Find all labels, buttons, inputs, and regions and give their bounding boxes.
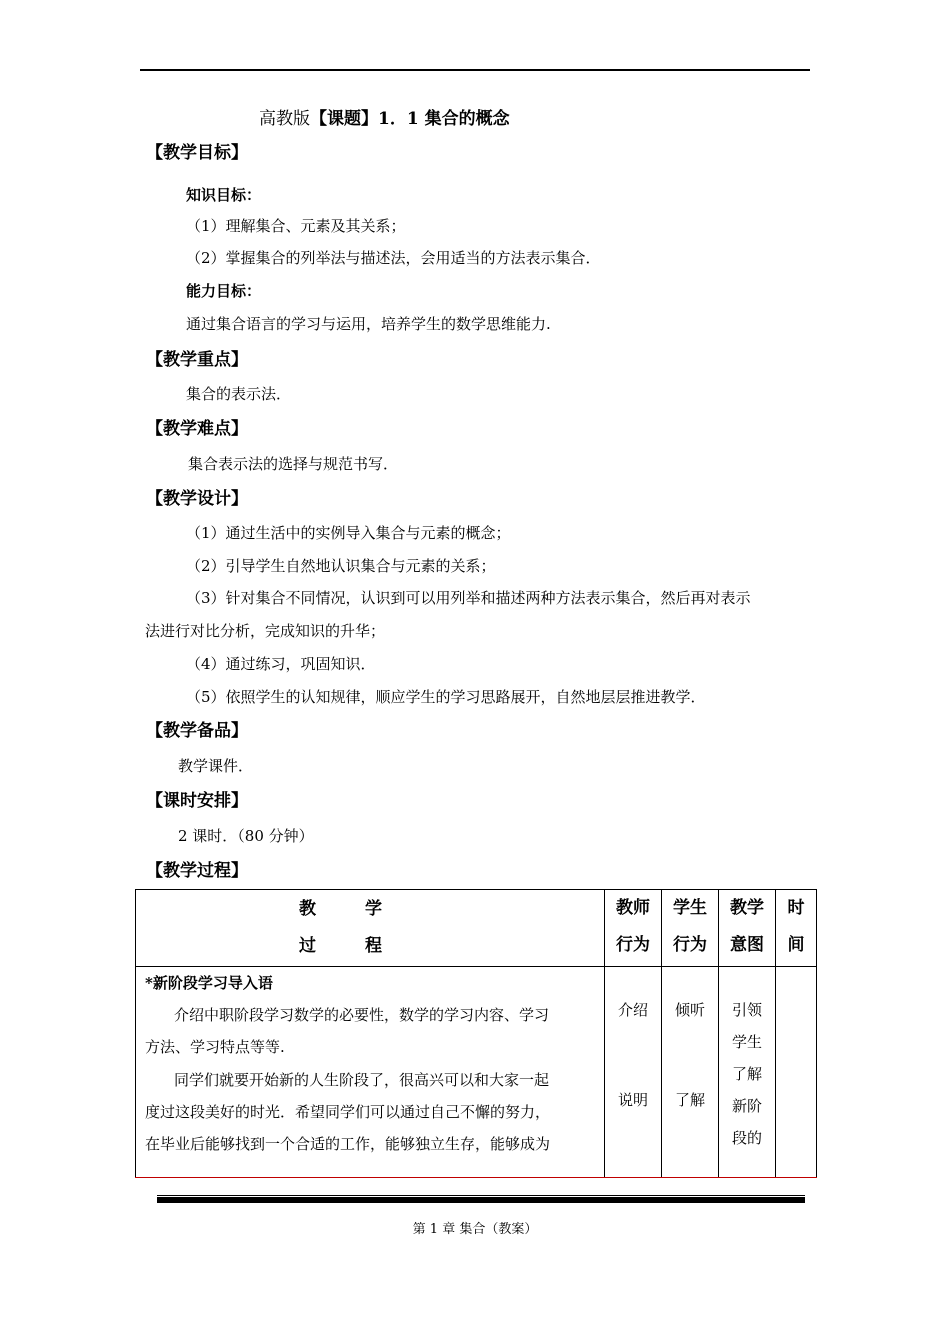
footer-rule-thick: [157, 1197, 805, 1203]
time-cell: [776, 967, 817, 1178]
header-intent-line-1: 教学: [730, 898, 764, 918]
key-item-1: 集合的表示法．: [186, 385, 292, 403]
header-teacher: [605, 890, 662, 967]
design-item-3b: 法进行对比分析，完成知识的升华；: [145, 622, 386, 640]
section-key-points: 【教学重点】: [146, 350, 248, 370]
section-goals: 【教学目标】: [146, 143, 248, 163]
header-intent-line-2: 意图: [730, 935, 764, 955]
teacher-action-2: 说明: [617, 1091, 648, 1109]
design-item-4: （4）通过练习，巩固知识．: [186, 655, 376, 673]
table-row: [136, 967, 817, 1178]
header-intent: [719, 890, 776, 967]
row-para-2-line-3: 在毕业后能够找到一个合适的工作，能够独立生存，能够成为: [145, 1135, 551, 1153]
ability-item-1: 通过集合语言的学习与运用，培养学生的数学思维能力.: [186, 315, 551, 333]
title-prefix: 高教版: [259, 109, 310, 129]
row-heading: *新阶段学习导入语: [145, 974, 273, 992]
intent-line-1: 引领: [731, 1001, 762, 1019]
teaching-intent-cell: [719, 967, 776, 1178]
design-item-3a: （3）针对集合不同情况，认识到可以用列举和描述两种方法表示集合，然后再对表示: [186, 589, 751, 607]
teacher-action-1: 介绍: [617, 1001, 648, 1019]
materials-item-1: 教学课件．: [178, 757, 254, 775]
page-footer: 第 1 章 集合（教案）: [412, 1222, 538, 1237]
row-para-2-line-1: 同学们就要开始新的人生阶段了，很高兴可以和大家一起: [174, 1071, 550, 1089]
row-para-1-line-2: 方法、学习特点等等.: [145, 1038, 285, 1056]
row-para-2-line-2: 度过这段美好的时光．希望同学们可以通过自己不懈的努力，: [145, 1103, 551, 1121]
header-student-line-2: 行为: [673, 935, 707, 955]
header-process-char-1: 教: [299, 899, 316, 919]
header-process-char-4: 程: [365, 936, 382, 956]
header-teacher-line-1: 教师: [616, 898, 650, 918]
header-rule: [140, 69, 810, 71]
lesson-title: [259, 104, 510, 129]
section-schedule: 【课时安排】: [146, 791, 248, 811]
student-action-2: 了解: [674, 1091, 705, 1109]
header-process: [136, 890, 605, 967]
teacher-action-cell: [605, 967, 662, 1178]
footer-rule-thin: [157, 1195, 805, 1196]
table-header-row: [136, 890, 817, 967]
ability-label: 能力目标：: [186, 282, 262, 300]
header-time: [776, 890, 817, 967]
title-main: 【课题】1．1 集合的概念: [310, 109, 510, 129]
schedule-item-1: 2 课时．（80 分钟）: [178, 827, 314, 845]
intent-line-2: 学生: [731, 1033, 762, 1051]
design-item-1: （1）通过生活中的实例导入集合与元素的概念；: [186, 524, 511, 542]
header-student-line-1: 学生: [673, 898, 707, 918]
difficult-item-1: 集合表示法的选择与规范书写．: [188, 455, 399, 473]
design-item-2: （2）引导学生自然地认识集合与元素的关系；: [186, 557, 496, 575]
header-time-line-2: 间: [787, 935, 805, 955]
design-item-5: （5）依照学生的认知规律，顺应学生的学习思路展开，自然地层层推进教学．: [186, 688, 706, 706]
process-table: [135, 889, 817, 1178]
header-time-line-1: 时: [787, 898, 805, 918]
intent-line-3: 了解: [731, 1065, 762, 1083]
student-action-1: 倾听: [674, 1001, 705, 1019]
section-process: 【教学过程】: [146, 861, 248, 881]
header-teacher-line-2: 行为: [616, 935, 650, 955]
student-action-cell: [662, 967, 719, 1178]
knowledge-item-1: （1）理解集合、元素及其关系；: [186, 217, 406, 235]
section-difficult-points: 【教学难点】: [146, 419, 248, 439]
header-process-char-2: 学: [365, 899, 382, 919]
row-para-1-line-1: 介绍中职阶段学习数学的必要性，数学的学习内容、学习: [174, 1006, 550, 1024]
process-content-cell: [136, 967, 605, 1178]
knowledge-label: 知识目标：: [186, 186, 262, 204]
header-student: [662, 890, 719, 967]
section-materials: 【教学备品】: [146, 721, 248, 741]
intent-line-4: 新阶: [731, 1097, 762, 1115]
knowledge-item-2: （2）掌握集合的列举法与描述法，会用适当的方法表示集合．: [186, 249, 601, 267]
header-process-char-3: 过: [299, 936, 316, 956]
intent-line-5: 段的: [731, 1129, 762, 1147]
section-design: 【教学设计】: [146, 489, 248, 509]
